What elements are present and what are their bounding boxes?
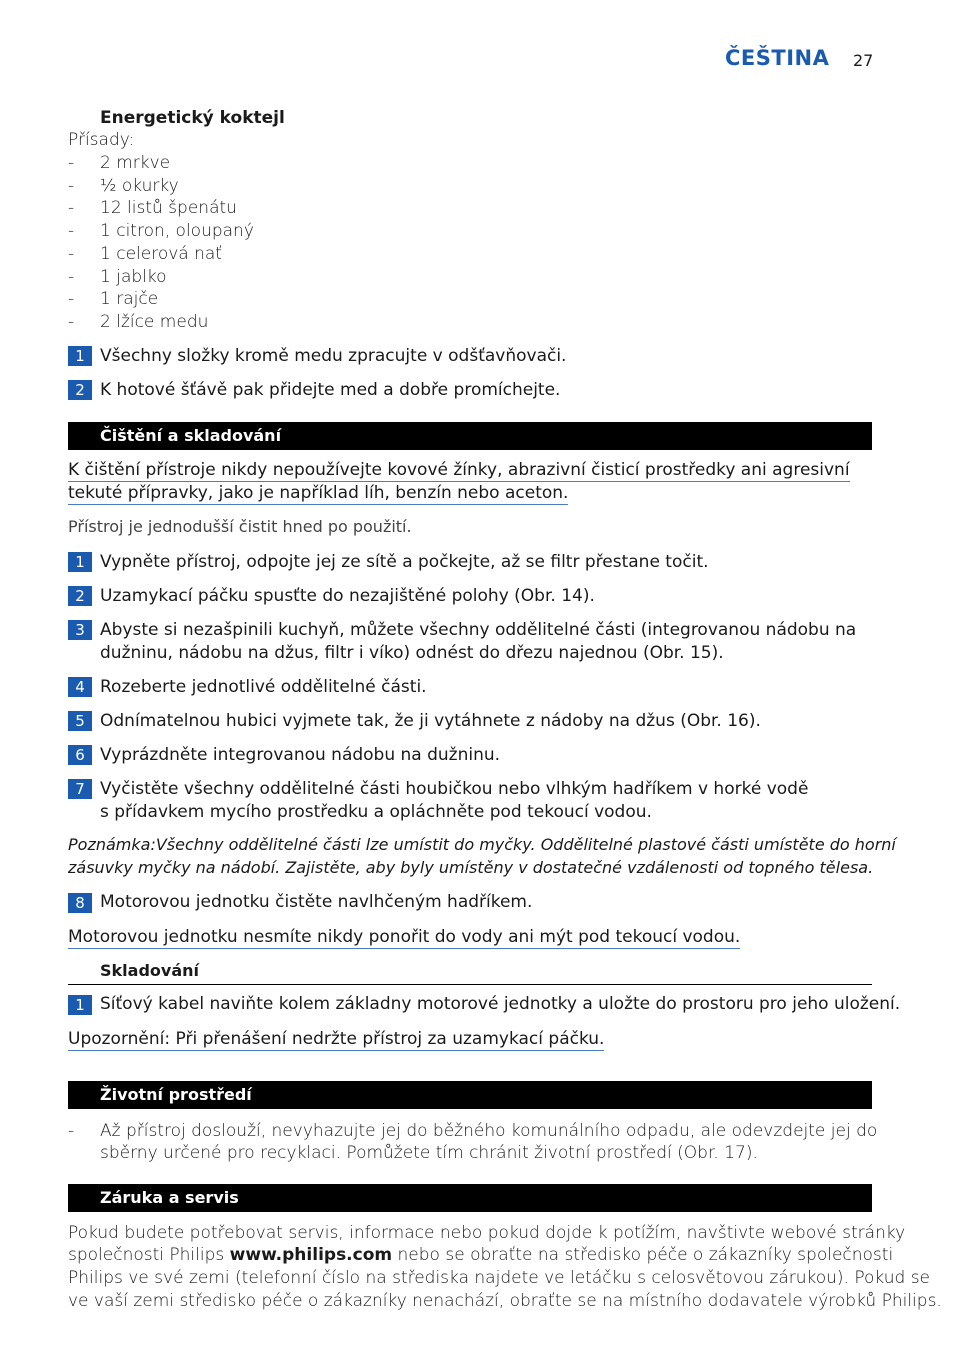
cleaning-warning bbox=[68, 482, 568, 505]
list-dash: - bbox=[68, 198, 75, 219]
philips-website-link[interactable]: www.philips.com bbox=[229, 1245, 393, 1265]
note-line: zásuvky myčky na nádobí. Zajistěte, aby byly umístěny v dostatečné vzdálenosti od topného tělesa. bbox=[68, 858, 874, 877]
list-dash: - bbox=[68, 175, 75, 196]
cleaning-step-text: Vyprázdněte integrovanou nádobu na dužninu. bbox=[100, 745, 501, 765]
ingredient-item: 1 citron, oloupaný bbox=[100, 221, 254, 242]
list-dash: - bbox=[68, 1121, 75, 1141]
ingredient-item: 1 jablko bbox=[100, 266, 167, 287]
page-number: 27 bbox=[853, 51, 874, 70]
ingredient-item: 2 lžíce medu bbox=[100, 311, 209, 332]
recipe-title: Energetický koktejl bbox=[100, 108, 285, 128]
warranty-text: společnosti Philips bbox=[68, 1245, 230, 1265]
step-number: 2 bbox=[68, 586, 92, 606]
section-bar-cleaning bbox=[68, 422, 872, 450]
storage-step-text: Síťový kabel naviňte kolem základny motorové jednotky a uložte do prostoru pro jeho uložení. bbox=[100, 994, 901, 1014]
storage-rule bbox=[68, 984, 872, 985]
step-number: 1 bbox=[68, 346, 92, 366]
ingredient-item: ½ okurky bbox=[100, 175, 179, 196]
step-number: 6 bbox=[68, 745, 92, 765]
note-line: Poznámka:Všechny oddělitelné části lze umístit do myčky. Oddělitelné plastové části umístěte do horní bbox=[68, 835, 896, 854]
section-heading: Záruka a servis bbox=[100, 1188, 239, 1207]
step-number: 1 bbox=[68, 995, 92, 1015]
warranty-line: Pokud budete potřebovat servis, informace nebo pokud dojde k potížím, navštivte webové stránky bbox=[68, 1223, 906, 1243]
section-bar-environment bbox=[68, 1081, 872, 1109]
cleaning-intro: Přístroj je jednodušší čistit hned po použití. bbox=[68, 517, 412, 536]
warranty-line bbox=[68, 1244, 893, 1266]
environment-line: sběrny určené pro recyklaci. Pomůžete tím chránit životní prostředí (Obr. 17). bbox=[100, 1143, 758, 1163]
cleaning-step-text: Uzamykací páčku spusťte do nezajištěné polohy (Obr. 14). bbox=[100, 586, 595, 606]
cleaning-step-text: Vyčistěte všechny oddělitelné části houbičkou nebo vlhkým hadříkem v horké vodě bbox=[100, 779, 809, 799]
recipe-step-text: Všechny složky kromě medu zpracujte v odšťavňovači. bbox=[100, 346, 567, 366]
list-dash: - bbox=[68, 311, 75, 332]
ingredients-label: Přísady: bbox=[68, 130, 135, 150]
cleaning-step-text: Motorovou jednotku čistěte navlhčeným hadříkem. bbox=[100, 892, 533, 912]
list-dash: - bbox=[68, 289, 75, 310]
warranty-line: ve vaší zemi středisko péče o zákazníky nenachází, obraťte se na místního dodavatele výrobků Philips. bbox=[68, 1291, 942, 1311]
step-number: 2 bbox=[68, 380, 92, 400]
cleaning-step-text: Abyste si nezašpinili kuchyň, můžete všechny oddělitelné části (integrovanou nádobu na bbox=[100, 620, 857, 640]
cleaning-warning-2 bbox=[68, 926, 740, 949]
list-dash: - bbox=[68, 221, 75, 242]
warranty-text: nebo se obraťte na středisko péče o zákazníky společnosti bbox=[392, 1245, 894, 1265]
list-dash: - bbox=[68, 266, 75, 287]
section-heading: Čištění a skladování bbox=[100, 426, 282, 445]
ingredient-item: 2 mrkve bbox=[100, 153, 171, 173]
step-number: 7 bbox=[68, 779, 92, 799]
language-heading: ČEŠTINA bbox=[725, 46, 830, 70]
list-dash: - bbox=[68, 153, 75, 173]
recipe-step-text: K hotové šťávě pak přidejte med a dobře promíchejte. bbox=[100, 380, 561, 400]
cleaning-step-text: Rozeberte jednotlivé oddělitelné části. bbox=[100, 677, 427, 697]
list-dash: - bbox=[68, 243, 75, 264]
warning-line: Motorovou jednotku nesmíte nikdy ponořit do vody ani mýt pod tekoucí vodou. bbox=[68, 927, 741, 947]
cleaning-step-text: dužninu, nádobu na džus, filtr i víko) odnést do dřezu najednou (Obr. 15). bbox=[100, 643, 724, 663]
section-heading: Životní prostředí bbox=[100, 1085, 252, 1104]
cleaning-step-text: s přídavkem mycího prostředku a opláchněte pod tekoucí vodou. bbox=[100, 802, 652, 822]
ingredient-item: 1 celerová nať bbox=[100, 243, 222, 264]
step-number: 3 bbox=[68, 620, 92, 640]
step-number: 5 bbox=[68, 711, 92, 731]
warranty-line: Philips ve své zemi (telefonní číslo na střediska najdete ve letáčku s celosvětovou zárukou). Pokud se bbox=[68, 1268, 931, 1288]
caution-line: Upozornění: Při přenášení nedržte přístroj za uzamykací páčku. bbox=[68, 1029, 605, 1049]
section-bar-warranty bbox=[68, 1184, 872, 1212]
step-number: 1 bbox=[68, 552, 92, 572]
environment-line: Až přístroj doslouží, nevyhazujte jej do běžného komunálního odpadu, ale odevzdejte jej do bbox=[100, 1121, 878, 1141]
warning-line: K čištění přístroje nikdy nepoužívejte kovové žínky, abrazivní čisticí prostředky ani agresivní bbox=[68, 460, 850, 480]
step-number: 8 bbox=[68, 893, 92, 913]
ingredient-item: 12 listů špenátu bbox=[100, 198, 237, 219]
warning-line: tekuté přípravky, jako je například líh, benzín nebo aceton. bbox=[68, 483, 569, 503]
step-number: 4 bbox=[68, 677, 92, 697]
cleaning-step-text: Odnímatelnou hubici vyjmete tak, že ji vytáhnete z nádoby na džus (Obr. 16). bbox=[100, 711, 761, 731]
ingredient-item: 1 rajče bbox=[100, 289, 159, 310]
cleaning-step-text: Vypněte přístroj, odpojte jej ze sítě a počkejte, až se filtr přestane točit. bbox=[100, 552, 709, 572]
storage-heading: Skladování bbox=[100, 961, 199, 980]
cleaning-warning bbox=[68, 459, 850, 482]
storage-caution bbox=[68, 1028, 604, 1051]
